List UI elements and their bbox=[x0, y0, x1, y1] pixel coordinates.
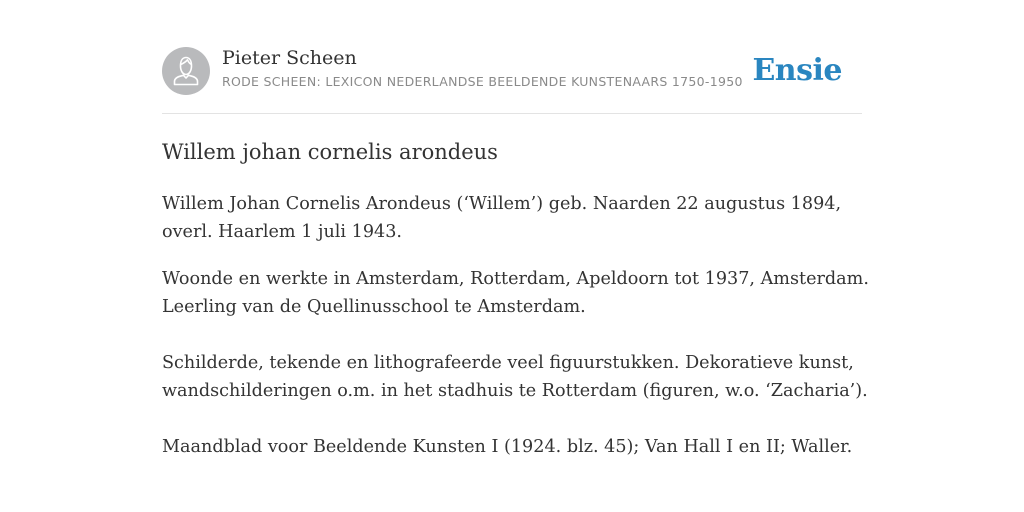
source-lexicon-link[interactable]: RODE SCHEEN: LEXICON NEDERLANDSE BEELDENDE KUNSTENAARS 1750-1950 bbox=[222, 74, 743, 89]
author-header bbox=[162, 46, 862, 96]
ensie-logo[interactable]: Ensie bbox=[752, 53, 842, 88]
article-paragraph: Willem Johan Cornelis Arondeus (‘Willem’) geb. Naarden 22 augustus 1894, overl. Haarlem 1 juli 1943. bbox=[162, 194, 842, 242]
article-paragraph: Woonde en werkte in Amsterdam, Rotterdam, Apeldoorn tot 1937, Amsterdam. Leerling van de Quellinusschool te Amsterdam. bbox=[162, 269, 869, 317]
avatar[interactable] bbox=[162, 47, 210, 95]
article-title: Willem johan cornelis arondeus bbox=[162, 140, 498, 164]
author-name[interactable]: Pieter Scheen bbox=[222, 47, 357, 69]
header-divider bbox=[162, 113, 862, 114]
article-paragraph: Maandblad voor Beeldende Kunsten I (1924. blz. 45); Van Hall I en II; Waller. bbox=[162, 437, 853, 457]
user-silhouette-icon bbox=[162, 47, 210, 95]
article-paragraph: Schilderde, tekende en lithografeerde veel figuurstukken. Dekoratieve kunst, wandschilderingen o.m. in het stadhuis te Rotterdam (figuren, w.o. ‘Zacharia’). bbox=[162, 353, 868, 401]
